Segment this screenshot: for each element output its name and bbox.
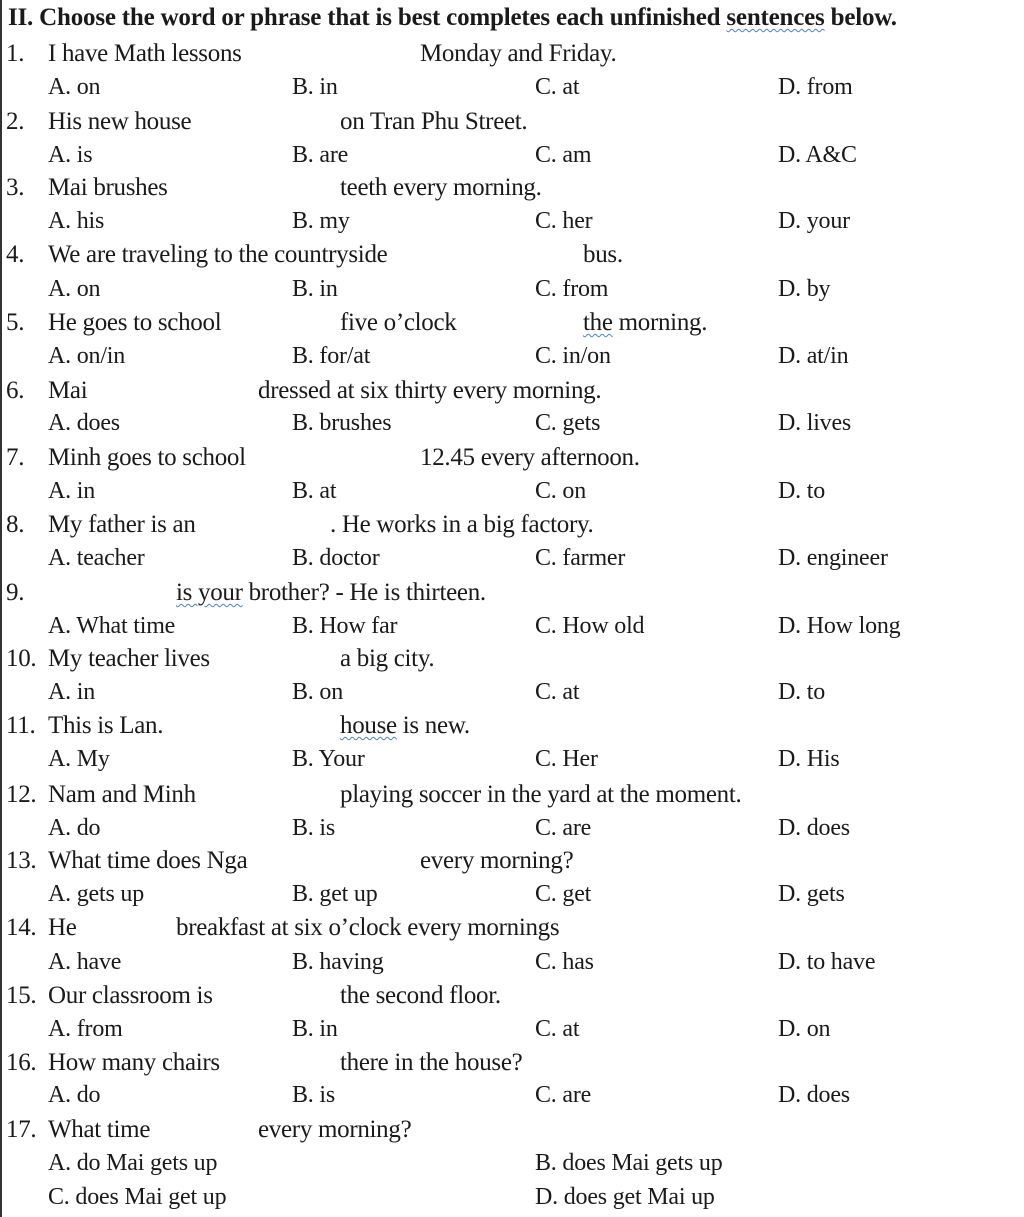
question-text: He [48,914,77,941]
answer-option-a[interactable]: A. have [48,949,122,975]
answer-option-b[interactable]: B. at [292,478,337,504]
answer-option-a[interactable]: A. My [48,746,110,772]
answer-option-a[interactable]: A. on [48,74,101,100]
question-number: 17. [6,1116,37,1143]
answer-option-b[interactable]: B. on [292,679,344,705]
question-number: 14. [6,914,37,941]
question-number: 6. [6,377,25,404]
answer-option-c[interactable]: C. at [535,74,580,100]
question-text: bus. [583,241,623,268]
answer-option-d[interactable]: D. does [778,1082,850,1108]
answer-option-d[interactable]: D. to [778,679,826,705]
answer-option-c[interactable]: C. are [535,1082,592,1108]
question-text: How many chairs [48,1049,220,1076]
question-text: We are traveling to the countryside [48,241,388,268]
answer-option-a[interactable]: A. his [48,208,105,234]
answer-option-a[interactable]: A. do Mai gets up [48,1150,218,1176]
answer-option-d[interactable]: D. at/in [778,343,849,369]
question-text: teeth every morning. [340,174,542,201]
question-text: every morning? [258,1116,412,1143]
answer-option-a[interactable]: A. in [48,679,96,705]
answer-option-c[interactable]: C. her [535,208,593,234]
question-text: . He works in a big factory. [330,511,594,538]
answer-option-c[interactable]: C. farmer [535,545,626,571]
question-text: This is Lan. [48,712,164,739]
answer-option-b[interactable]: B. is [292,815,336,841]
question-number: 3. [6,174,25,201]
section-title [8,4,897,32]
question-text: Mai brushes [48,174,168,201]
answer-option-d[interactable]: D. by [778,276,831,302]
question-text: What time [48,1116,151,1143]
answer-option-c[interactable]: C. has [535,949,594,975]
question-text: on Tran Phu Street. [340,108,528,135]
answer-option-c[interactable]: C. How old [535,613,645,639]
question-number: 11. [6,712,36,739]
question-text: playing soccer in the yard at the moment. [340,781,742,808]
question-number: 9. [6,579,25,606]
question-text: breakfast at six o’clock every mornings [176,914,560,941]
answer-option-a[interactable]: A. gets up [48,881,144,907]
answer-option-c[interactable]: C. Her [535,746,598,772]
answer-option-b[interactable]: B. in [292,1016,338,1042]
answer-option-d[interactable]: D. engineer [778,545,888,571]
answer-option-a[interactable]: A. on [48,276,101,302]
answer-option-d[interactable]: D. from [778,74,853,100]
question-text: the second floor. [340,982,501,1009]
question-number: 4. [6,241,25,268]
title-part-1: II. Choose the word or phrase that is best completes each unfinished [8,4,727,31]
answer-option-b[interactable]: B. for/at [292,343,371,369]
question-text: five o’clock [340,309,457,336]
question-number: 15. [6,982,37,1009]
answer-option-b[interactable]: B. in [292,74,338,100]
answer-option-a[interactable]: A. do [48,1082,101,1108]
page-left-border [0,0,2,1217]
answer-option-a[interactable]: A. in [48,478,96,504]
question-text: house is new. [340,712,470,739]
question-number: 2. [6,108,25,135]
answer-option-b[interactable]: B. my [292,208,350,234]
answer-option-c[interactable]: C. at [535,679,580,705]
answer-option-d[interactable]: D. your [778,208,850,234]
answer-option-c[interactable]: C. does Mai get up [48,1184,227,1210]
answer-option-d[interactable]: D. How long [778,613,901,639]
answer-option-a[interactable]: A. from [48,1016,123,1042]
question-text: I have Math lessons [48,40,242,67]
answer-option-d[interactable]: D. gets [778,881,845,907]
answer-option-c[interactable]: C. are [535,815,592,841]
question-text: Monday and Friday. [420,40,617,67]
question-number: 1. [6,40,25,67]
question-number: 13. [6,847,37,874]
answer-option-b[interactable]: B. having [292,949,384,975]
question-text: He goes to school [48,309,222,336]
answer-option-a[interactable]: A. does [48,410,120,436]
question-text: is your brother? - He is thirteen. [176,579,486,606]
question-number: 8. [6,511,25,538]
question-text: 12.45 every afternoon. [420,444,640,471]
answer-option-a[interactable]: A. What time [48,613,176,639]
answer-option-b[interactable]: B. brushes [292,410,392,436]
answer-option-b[interactable]: B. in [292,276,338,302]
question-number: 10. [6,645,37,672]
question-text: the morning. [583,309,708,336]
question-text: every morning? [420,847,574,874]
answer-option-a[interactable]: A. is [48,142,93,168]
answer-option-d[interactable]: D. to have [778,949,876,975]
answer-option-b[interactable]: B. does Mai gets up [535,1150,723,1176]
question-text: a big city. [340,645,435,672]
question-number: 7. [6,444,25,471]
answer-option-d[interactable]: D. does [778,815,850,841]
answer-option-b[interactable]: B. get up [292,881,378,907]
answer-option-a[interactable]: A. on/in [48,343,126,369]
answer-option-c[interactable]: C. in/on [535,343,611,369]
question-text: Minh goes to school [48,444,246,471]
question-text: Mai [48,377,88,404]
question-text: there in the house? [340,1049,523,1076]
answer-option-d[interactable]: D. on [778,1016,831,1042]
answer-option-b[interactable]: B. doctor [292,545,380,571]
answer-option-c[interactable]: C. at [535,1016,580,1042]
answer-option-c[interactable]: C. am [535,142,592,168]
answer-option-d[interactable]: D. A&C [778,142,857,168]
answer-option-b[interactable]: B. How far [292,613,398,639]
answer-option-c[interactable]: C. from [535,276,609,302]
answer-option-c[interactable]: C. get [535,881,592,907]
answer-option-c[interactable]: C. gets [535,410,601,436]
question-text: What time does Nga [48,847,248,874]
answer-option-b[interactable]: B. are [292,142,349,168]
title-part-wavy: sentences [726,4,825,31]
answer-option-c[interactable]: C. on [535,478,587,504]
question-text: Nam and Minh [48,781,196,808]
answer-option-b[interactable]: B. is [292,1082,336,1108]
question-number: 5. [6,309,25,336]
question-number: 12. [6,781,37,808]
question-text: My teacher lives [48,645,210,672]
question-number: 16. [6,1049,37,1076]
question-text: His new house [48,108,192,135]
title-part-2: below. [824,4,897,31]
answer-option-d[interactable]: D. lives [778,410,852,436]
answer-option-b[interactable]: B. Your [292,746,365,772]
question-text: My father is an [48,511,196,538]
answer-option-d[interactable]: D. does get Mai up [535,1184,715,1210]
question-text: Our classroom is [48,982,213,1009]
question-text: dressed at six thirty every morning. [258,377,602,404]
answer-option-a[interactable]: A. teacher [48,545,145,571]
answer-option-a[interactable]: A. do [48,815,101,841]
answer-option-d[interactable]: D. to [778,478,826,504]
answer-option-d[interactable]: D. His [778,746,840,772]
